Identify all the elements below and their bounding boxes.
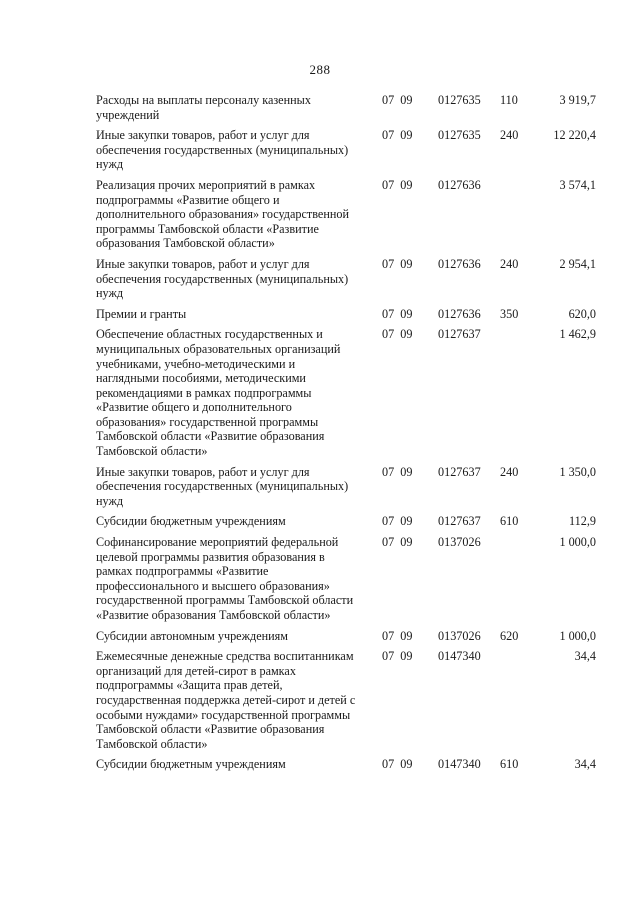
table-row bbox=[96, 257, 606, 301]
amount-code: 1 000,0 bbox=[559, 628, 596, 643]
table-row bbox=[96, 128, 606, 172]
expense-code: 240 bbox=[500, 256, 519, 271]
target-code: 0137026 bbox=[438, 535, 481, 550]
amount-code: 1 462,9 bbox=[559, 327, 596, 342]
target-code: 0127637 bbox=[438, 327, 481, 342]
section-code: 07 09 bbox=[382, 256, 413, 271]
table-row bbox=[96, 93, 606, 122]
table-row bbox=[96, 327, 606, 458]
amount-code: 1 000,0 bbox=[559, 535, 596, 550]
amount-code: 620,0 bbox=[568, 306, 596, 321]
expense-item-name: Субсидии бюджетным учреждениям bbox=[96, 514, 286, 529]
table-row bbox=[96, 535, 606, 623]
target-code: 0127636 bbox=[438, 306, 481, 321]
amount-code: 3 919,7 bbox=[559, 93, 596, 107]
expense-code: 620 bbox=[500, 628, 519, 643]
section-code: 07 09 bbox=[382, 128, 413, 143]
expense-item-name: Обеспечение областных государственных и муниципальных образовательных организаций учебниками, учебно-методическими и наглядными пособиями, методическими рекомендациями в рамках подпрограммы «Развитие общего и дополнительного образования» государственной программы Тамбовской области «Развитие образования Тамбовской области» bbox=[96, 327, 341, 459]
expense-item-name: Субсидии бюджетным учреждениям bbox=[96, 757, 286, 772]
section-code: 07 09 bbox=[382, 757, 413, 772]
section-code: 07 09 bbox=[382, 464, 413, 479]
amount-code: 34,4 bbox=[574, 649, 596, 664]
target-code: 0127635 bbox=[438, 128, 481, 143]
section-code: 07 09 bbox=[382, 177, 413, 192]
section-code: 07 09 bbox=[382, 514, 413, 529]
expense-item-name: Ежемесячные денежные средства воспитанникам организаций для детей-сирот в рамках подпрограммы «Защита прав детей, государственная поддержка детей-сирот и детей с особыми нуждами» государственной программы Тамбовской области «Развитие образования Тамбовской области» bbox=[96, 649, 356, 751]
section-code: 07 09 bbox=[382, 535, 413, 550]
target-code: 0147340 bbox=[438, 757, 481, 772]
table-row bbox=[96, 757, 606, 772]
page-number: 288 bbox=[309, 62, 331, 77]
target-code: 0147340 bbox=[438, 649, 481, 664]
table-row bbox=[96, 649, 606, 751]
amount-code: 34,4 bbox=[574, 757, 596, 772]
section-code: 07 09 bbox=[382, 649, 413, 664]
expense-item-name: Премии и гранты bbox=[96, 306, 187, 321]
expense-item-name: Иные закупки товаров, работ и услуг для обеспечения государственных (муниципальных) нужд bbox=[96, 464, 349, 508]
table-row bbox=[96, 178, 606, 251]
target-code: 0127635 bbox=[438, 93, 481, 107]
expense-item-name: Иные закупки товаров, работ и услуг для обеспечения государственных (муниципальных) нужд bbox=[96, 256, 349, 301]
expense-item-name: Реализация прочих мероприятий в рамках подпрограммы «Развитие общего и дополнительного образования» государственной программы Тамбовской области «Развитие образования Тамбовской области» bbox=[96, 177, 349, 251]
target-code: 0127636 bbox=[438, 177, 481, 192]
amount-code: 12 220,4 bbox=[553, 128, 596, 143]
table-row bbox=[96, 514, 606, 529]
table-row bbox=[96, 629, 606, 644]
budget-table bbox=[96, 93, 606, 772]
section-code: 07 09 bbox=[382, 93, 413, 107]
expense-code: 110 bbox=[500, 93, 518, 107]
expense-item-name: Иные закупки товаров, работ и услуг для обеспечения государственных (муниципальных) нужд bbox=[96, 128, 349, 172]
target-code: 0127636 bbox=[438, 256, 481, 271]
amount-code: 112,9 bbox=[569, 514, 596, 529]
target-code: 0127637 bbox=[438, 464, 481, 479]
expense-item-name: Софинансирование мероприятий федеральной целевой программы развития образования в рамках подпрограммы «Развитие профессионального и высшего образования» государственной программы Тамбовской области «Развитие образования Тамбовской области» bbox=[96, 535, 354, 622]
expense-item-name: Субсидии автономным учреждениям bbox=[96, 628, 288, 643]
section-code: 07 09 bbox=[382, 628, 413, 643]
target-code: 0127637 bbox=[438, 514, 481, 529]
table-row bbox=[96, 307, 606, 322]
expense-code: 240 bbox=[500, 464, 519, 479]
expense-code: 240 bbox=[500, 128, 519, 143]
table-row bbox=[96, 465, 606, 509]
section-code: 07 09 bbox=[382, 306, 413, 321]
amount-code: 2 954,1 bbox=[559, 256, 596, 271]
target-code: 0137026 bbox=[438, 628, 481, 643]
section-code: 07 09 bbox=[382, 327, 413, 342]
expense-code: 610 bbox=[500, 757, 519, 772]
expense-code: 350 bbox=[500, 306, 519, 321]
amount-code: 3 574,1 bbox=[559, 177, 596, 192]
amount-code: 1 350,0 bbox=[559, 464, 596, 479]
expense-code: 610 bbox=[500, 514, 519, 529]
expense-item-name: Расходы на выплаты персоналу казенных учреждений bbox=[96, 93, 311, 122]
